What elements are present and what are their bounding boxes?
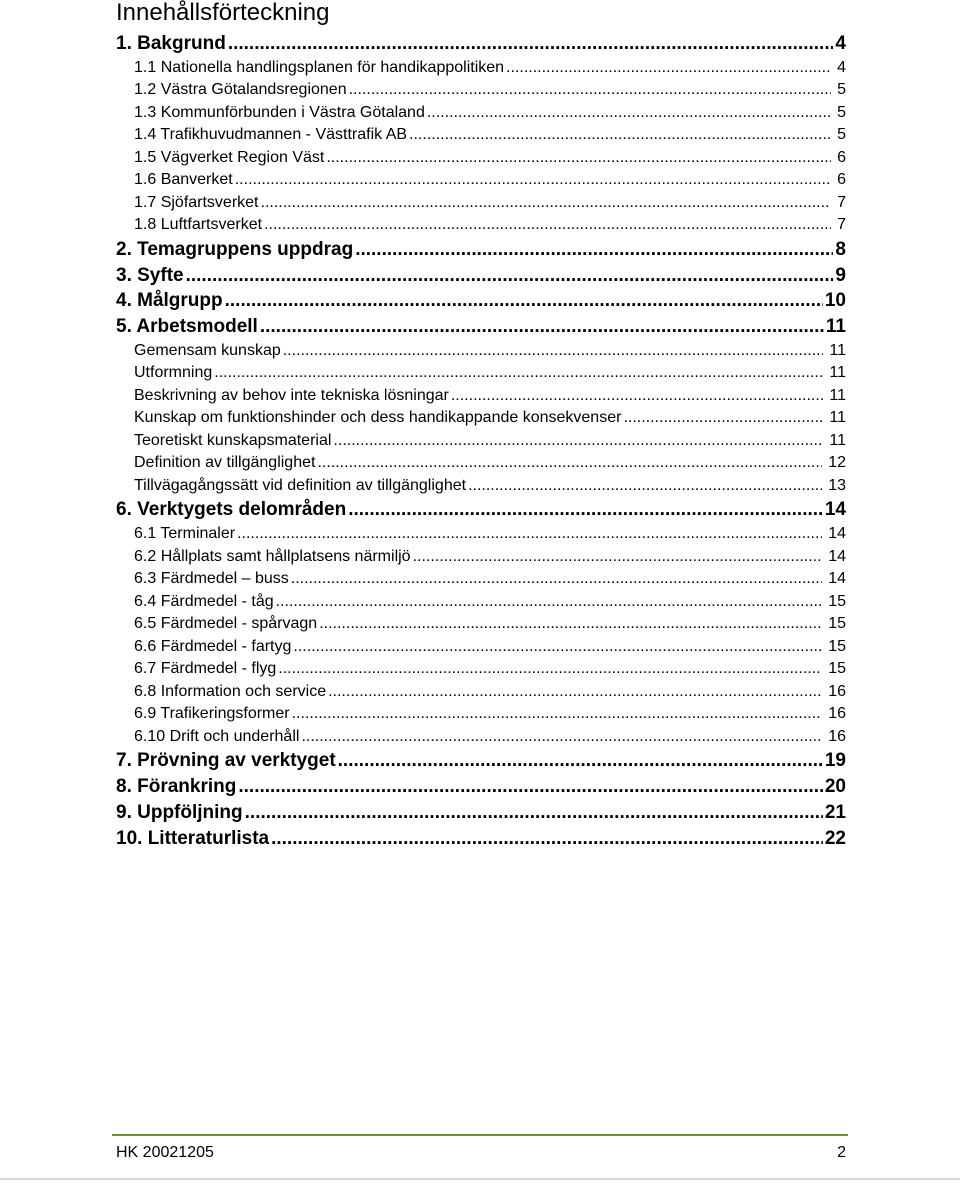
toc-entry-label: 1.3 Kommunförbunden i Västra Götaland	[134, 103, 425, 121]
toc-entry-page-number: 11	[825, 316, 846, 338]
dot-leader	[333, 432, 823, 450]
toc-subentry[interactable]	[0, 409, 960, 432]
toc-subentry[interactable]	[0, 81, 960, 104]
toc-entry-label: Definition av tillgänglighet	[134, 454, 316, 472]
dot-leader	[283, 342, 824, 360]
toc-entry-label: 5. Arbetsmodell	[116, 316, 258, 338]
toc-subentry[interactable]	[0, 525, 960, 548]
toc-entry-page-number: 16	[828, 727, 846, 745]
toc-heading-entry[interactable]	[0, 290, 960, 316]
dot-leader	[186, 265, 834, 287]
dot-leader	[338, 750, 823, 772]
dot-leader	[326, 149, 831, 167]
table-of-contents	[0, 33, 960, 853]
toc-entry-label: 1.8 Luftfartsverket	[134, 216, 263, 234]
toc-entry-page-number: 15	[828, 592, 846, 610]
footer-document-code: HK 20021205	[116, 1144, 214, 1161]
toc-entry-page-number: 7	[837, 216, 846, 234]
toc-subentry[interactable]	[0, 683, 960, 706]
toc-heading-entry[interactable]	[0, 776, 960, 802]
dot-leader	[409, 126, 831, 144]
toc-entry-page-number: 4	[837, 58, 846, 76]
toc-entry-label: 6.4 Färdmedel - tåg	[134, 592, 274, 610]
toc-heading-entry[interactable]	[0, 239, 960, 265]
toc-entry-page-number: 11	[829, 364, 846, 382]
dot-leader	[238, 776, 823, 798]
dot-leader	[225, 290, 823, 312]
dot-leader	[278, 660, 822, 678]
toc-entry-label: 6.5 Färdmedel - spårvagn	[134, 615, 318, 633]
toc-subentry[interactable]	[0, 570, 960, 593]
toc-entry-label: 1. Bakgrund	[116, 33, 226, 54]
toc-entry-page-number: 15	[828, 660, 846, 678]
toc-subentry[interactable]	[0, 638, 960, 661]
toc-entry-label: Teoretiskt kunskapsmaterial	[134, 431, 332, 449]
dot-leader	[264, 216, 831, 234]
toc-entry-page-number: 13	[828, 476, 846, 494]
dot-leader	[451, 387, 824, 405]
dot-leader	[623, 409, 823, 427]
toc-entry-label: 6.6 Färdmedel - fartyg	[134, 637, 292, 655]
toc-entry-label: 6. Verktygets delområden	[116, 499, 347, 521]
toc-entry-label: Kunskap om funktionshinder och dess handikappande konsekvenser	[134, 409, 622, 427]
toc-entry-label: 6.7 Färdmedel - flyg	[134, 660, 277, 678]
toc-entry-label: 6.1 Terminaler	[134, 525, 236, 543]
toc-entry-page-number: 14	[824, 499, 846, 521]
dot-leader	[319, 615, 822, 633]
dot-leader	[355, 239, 833, 261]
toc-entry-label: 1.5 Vägverket Region Väst	[134, 148, 325, 166]
toc-entry-page-number: 15	[828, 615, 846, 633]
dot-leader	[271, 828, 823, 850]
toc-entry-label: 1.6 Banverket	[134, 171, 233, 189]
toc-entry-label: 1.1 Nationella handlingsplanen för handikappolitiken	[134, 58, 505, 76]
toc-subentry[interactable]	[0, 194, 960, 217]
dot-leader	[413, 548, 823, 566]
page-title: Innehållsförteckning	[116, 0, 330, 26]
toc-entry-page-number: 22	[824, 827, 846, 849]
dot-leader	[291, 570, 822, 588]
dot-leader	[245, 802, 823, 824]
toc-heading-entry[interactable]	[0, 499, 960, 525]
toc-entry-label: Utformning	[134, 364, 213, 382]
toc-entry-label: 6.2 Hållplats samt hållplatsens närmiljö	[134, 547, 411, 565]
toc-subentry[interactable]	[0, 728, 960, 751]
dot-leader	[506, 59, 831, 77]
toc-entry-page-number: 14	[828, 525, 846, 543]
toc-entry-page-number: 6	[837, 171, 846, 189]
toc-subentry[interactable]	[0, 387, 960, 410]
toc-subentry[interactable]	[0, 149, 960, 172]
toc-entry-label: Tillvägagångssätt vid definition av tillgänglighet	[134, 476, 467, 494]
toc-entry-page-number: 10	[824, 290, 846, 312]
toc-subentry[interactable]	[0, 548, 960, 571]
toc-entry-page-number: 5	[837, 126, 846, 144]
toc-subentry[interactable]	[0, 104, 960, 127]
toc-entry-page-number: 20	[824, 776, 846, 798]
dot-leader	[328, 683, 822, 701]
toc-entry-label: Gemensam kunskap	[134, 341, 281, 359]
dot-leader	[235, 171, 831, 189]
toc-subentry[interactable]	[0, 342, 960, 365]
toc-entry-label: 6.3 Färdmedel – buss	[134, 570, 289, 588]
toc-subentry[interactable]	[0, 615, 960, 638]
toc-subentry[interactable]	[0, 593, 960, 616]
toc-subentry[interactable]	[0, 364, 960, 387]
dot-leader	[214, 364, 823, 382]
toc-subentry[interactable]	[0, 660, 960, 683]
toc-heading-entry[interactable]	[0, 750, 960, 776]
dot-leader	[293, 638, 822, 656]
dot-leader	[261, 194, 832, 212]
toc-entry-page-number: 16	[828, 705, 846, 723]
toc-entry-label: 3. Syfte	[116, 264, 184, 286]
dot-leader	[427, 104, 831, 122]
toc-entry-page-number: 14	[828, 547, 846, 565]
dot-leader	[468, 477, 822, 495]
dot-leader	[237, 525, 822, 543]
toc-entry-page-number: 19	[824, 750, 846, 772]
toc-entry-label: 6.9 Trafikeringsformer	[134, 705, 290, 723]
toc-subentry[interactable]	[0, 705, 960, 728]
toc-subentry[interactable]	[0, 171, 960, 194]
toc-entry-page-number: 11	[829, 431, 846, 449]
toc-entry-page-number: 4	[835, 33, 846, 54]
toc-entry-label: 6.8 Information och service	[134, 682, 327, 700]
dot-leader	[349, 81, 832, 99]
toc-entry-page-number: 16	[828, 682, 846, 700]
toc-heading-entry[interactable]	[0, 316, 960, 342]
toc-entry-page-number: 11	[829, 341, 846, 359]
toc-subentry[interactable]	[0, 454, 960, 477]
dot-leader	[348, 499, 823, 521]
toc-entry-page-number: 21	[824, 801, 846, 823]
toc-heading-entry[interactable]	[0, 828, 960, 854]
toc-entry-page-number: 9	[835, 264, 846, 286]
toc-entry-page-number: 11	[829, 386, 846, 404]
toc-entry-page-number: 5	[837, 81, 846, 99]
toc-entry-page-number: 5	[837, 103, 846, 121]
toc-entry-page-number: 7	[837, 193, 846, 211]
toc-entry-page-number: 14	[828, 570, 846, 588]
dot-leader	[228, 33, 834, 55]
toc-entry-page-number: 8	[835, 238, 846, 260]
dot-leader	[301, 728, 822, 746]
toc-entry-page-number: 12	[828, 454, 846, 472]
footer-rule	[112, 1134, 848, 1136]
toc-entry-page-number: 6	[837, 148, 846, 166]
toc-entry-label: Beskrivning av behov inte tekniska lösningar	[134, 386, 449, 404]
toc-subentry[interactable]	[0, 432, 960, 455]
toc-subentry[interactable]	[0, 477, 960, 500]
toc-entry-label: 6.10 Drift och underhåll	[134, 727, 300, 745]
toc-entry-label: 7. Prövning av verktyget	[116, 750, 336, 772]
toc-entry-page-number: 11	[829, 409, 846, 427]
toc-entry-label: 8. Förankring	[116, 776, 237, 798]
toc-entry-label: 2. Temagruppens uppdrag	[116, 238, 354, 260]
toc-subentry[interactable]	[0, 59, 960, 82]
toc-entry-label: 4. Målgrupp	[116, 290, 223, 312]
toc-entry-label: 9. Uppföljning	[116, 801, 243, 823]
footer-page-number: 2	[837, 1144, 846, 1161]
toc-heading-entry[interactable]	[0, 265, 960, 291]
dot-leader	[276, 593, 823, 611]
toc-entry-label: 1.4 Trafikhuvudmannen - Västtrafik AB	[134, 126, 408, 144]
toc-subentry[interactable]	[0, 126, 960, 149]
toc-entry-label: 1.7 Sjöfartsverket	[134, 193, 259, 211]
toc-heading-entry[interactable]	[0, 802, 960, 828]
dot-leader	[260, 316, 824, 338]
dot-leader	[317, 454, 822, 472]
page-bottom-edge	[0, 1178, 960, 1180]
toc-entry-label: 1.2 Västra Götalandsregionen	[134, 81, 347, 99]
toc-heading-entry[interactable]	[0, 33, 960, 59]
toc-subentry[interactable]	[0, 216, 960, 239]
toc-entry-label: 10. Litteraturlista	[116, 827, 270, 849]
dot-leader	[292, 705, 823, 723]
toc-entry-page-number: 15	[828, 637, 846, 655]
